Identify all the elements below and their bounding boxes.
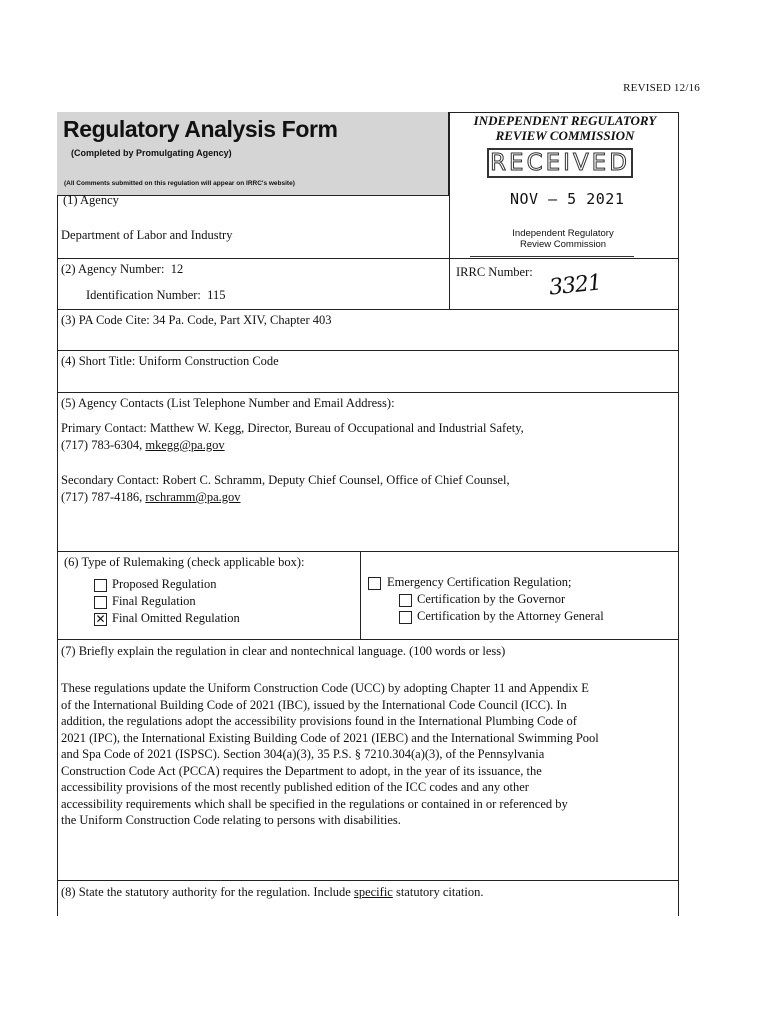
received-stamp: RECEIVED bbox=[487, 148, 633, 178]
identification-number-label: Identification Number: bbox=[86, 288, 201, 302]
authority-label-start: (8) State the statutory authority for the regulation. Include bbox=[61, 885, 354, 899]
final-checkbox[interactable] bbox=[94, 596, 107, 609]
authority-label-end: statutory citation. bbox=[392, 885, 484, 899]
agency-number-label: (2) Agency Number: bbox=[61, 262, 165, 276]
explain-line: accessibility provisions of the most recently published edition of the ICC codes and any other bbox=[61, 780, 529, 794]
rulemaking-label: (6) Type of Rulemaking (check applicable box): bbox=[64, 555, 305, 569]
stamp-org-line2: Review Commission bbox=[519, 239, 607, 250]
primary-phone: (717) 783-6304, bbox=[61, 438, 146, 452]
form-note: (All Comments submitted on this regulation will appear on IRRC's website) bbox=[64, 180, 295, 187]
primary-contact-details bbox=[61, 438, 225, 453]
stamp-line bbox=[470, 256, 634, 257]
stamp-org-line1: Independent Regulatory bbox=[512, 228, 614, 239]
row-divider-7 bbox=[57, 639, 679, 640]
final-omitted-label: Final Omitted Regulation bbox=[112, 611, 240, 625]
identification-number bbox=[86, 288, 225, 303]
secondary-email-link[interactable]: rschramm@pa.gov bbox=[145, 490, 241, 504]
column-divider bbox=[449, 112, 450, 309]
form-subtitle: (Completed by Promulgating Agency) bbox=[71, 148, 232, 158]
stamp-date: NOV – 5 2021 bbox=[510, 190, 625, 208]
irrc-number-value: 3321 bbox=[547, 270, 603, 301]
explain-line: These regulations update the Uniform Construction Code (UCC) by adopting Chapter 11 and Appendix E bbox=[61, 681, 589, 695]
explain-line: Construction Code Act (PCCA) requires the Department to adopt, in the year of its issuance, the bbox=[61, 763, 542, 778]
row-divider-4 bbox=[57, 350, 679, 351]
proposed-label: Proposed Regulation bbox=[112, 577, 217, 591]
authority-label-emphasis: specific bbox=[353, 885, 393, 899]
explain-line: the Uniform Construction Code relating to persons with disabilities. bbox=[61, 813, 401, 827]
row-divider-3 bbox=[57, 309, 679, 310]
explain-label: (7) Briefly explain the regulation in clear and nontechnical language. (100 words or less) bbox=[61, 644, 506, 658]
proposed-checkbox[interactable] bbox=[94, 579, 107, 592]
agency-label: (1) Agency bbox=[63, 193, 119, 207]
final-omitted-checkbox[interactable]: ✕ bbox=[95, 612, 106, 626]
contacts-label: (5) Agency Contacts (List Telephone Number and Email Address): bbox=[61, 396, 395, 410]
agency-number bbox=[61, 262, 183, 277]
irrc-number-label: IRRC Number: bbox=[456, 265, 533, 279]
final-label: Final Regulation bbox=[112, 594, 196, 608]
secondary-contact: Secondary Contact: Robert C. Schramm, Deputy Chief Counsel, Office of Chief Counsel, bbox=[61, 473, 510, 487]
explain-paragraph bbox=[61, 680, 673, 829]
row-divider-2 bbox=[57, 258, 679, 259]
row-divider-8 bbox=[57, 880, 679, 881]
emergency-label: Emergency Certification Regulation; bbox=[387, 575, 572, 589]
explain-line: accessibility requirements which shall be specified in the regulations or contained in or referenced by bbox=[61, 796, 568, 811]
governor-checkbox[interactable] bbox=[399, 594, 412, 607]
form-title: Regulatory Analysis Form bbox=[63, 116, 338, 142]
primary-contact: Primary Contact: Matthew W. Kegg, Director, Bureau of Occupational and Industrial Safety, bbox=[61, 421, 524, 435]
row-divider-6 bbox=[57, 551, 679, 552]
governor-label: Certification by the Governor bbox=[417, 592, 566, 606]
agency-value: Department of Labor and Industry bbox=[61, 228, 233, 242]
secondary-contact-details bbox=[61, 490, 241, 505]
revised-date: REVISED 12/16 bbox=[623, 82, 700, 94]
explain-line: 2021 (IPC), the International Existing Building Code of 2021 (IEBC) and the International Swimming Pool bbox=[61, 730, 599, 745]
code-cite: (3) PA Code Cite: 34 Pa. Code, Part XIV, Chapter 403 bbox=[61, 313, 332, 327]
emergency-checkbox[interactable] bbox=[368, 577, 381, 590]
short-title: (4) Short Title: Uniform Construction Code bbox=[61, 354, 279, 368]
agency-number-value: 12 bbox=[170, 262, 184, 276]
explain-line: of the International Building Code of 2021 (IBC), issued by the International Code Council (ICC). In bbox=[61, 697, 567, 712]
stamp-organization bbox=[493, 228, 633, 250]
authority-label bbox=[61, 885, 483, 900]
explain-line: and Spa Code of 2021 (ISPSC). Section 304(a)(3), 35 P.S. § 7210.304(a)(3), of the Pennsylvania bbox=[61, 747, 545, 761]
attorney-label: Certification by the Attorney General bbox=[417, 609, 604, 623]
irrc-title: INDEPENDENT REGULATORY REVIEW COMMISSION bbox=[473, 113, 657, 143]
attorney-checkbox[interactable] bbox=[399, 611, 412, 624]
row-divider-5 bbox=[57, 392, 679, 393]
identification-number-value: 115 bbox=[207, 288, 226, 302]
explain-line: addition, the regulations adopt the accessibility provisions found in the International Plumbing Code of bbox=[61, 714, 577, 728]
primary-email-link[interactable]: mkegg@pa.gov bbox=[145, 438, 225, 452]
secondary-phone: (717) 787-4186, bbox=[61, 490, 146, 504]
rulemaking-divider bbox=[360, 551, 361, 639]
